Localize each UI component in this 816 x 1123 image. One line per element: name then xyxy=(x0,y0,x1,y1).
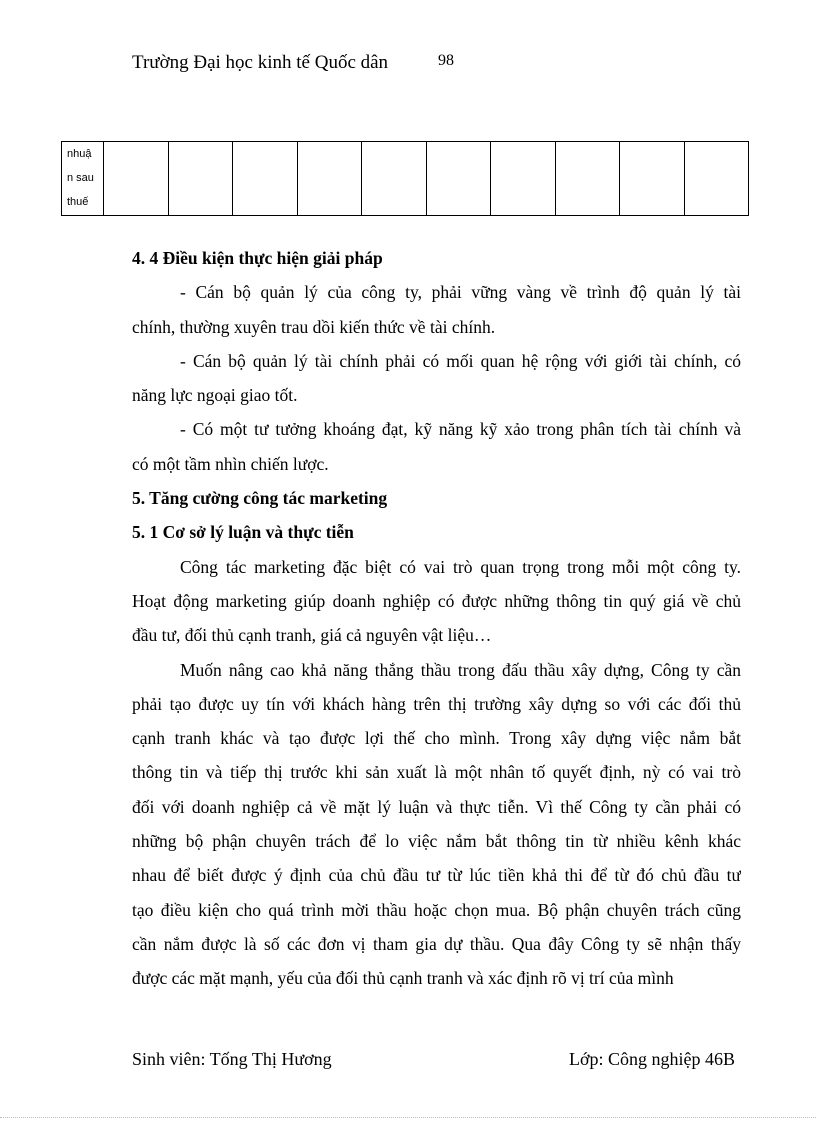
paragraph-line: có một tầm nhìn chiến lược. xyxy=(132,453,329,474)
student-name: Sinh viên: Tống Thị Hương xyxy=(132,1049,332,1069)
table-cell xyxy=(104,142,169,216)
paragraph-line: năng lực ngoại giao tốt. xyxy=(132,385,298,406)
table-cell xyxy=(684,142,749,216)
paragraph-line: những bộ phận chuyên trách để lo việc nắm bắt thông tin từ nhiều kênh khác xyxy=(132,831,741,852)
table-cell xyxy=(555,142,620,216)
paragraph-line: đối với doanh nghiệp cả về mặt lý luận và thực tiễn. Vì thế Công ty cần phải có xyxy=(132,796,741,817)
table-row xyxy=(62,142,749,216)
table-cell-line: thuế xyxy=(67,196,89,208)
paragraph-line: Hoạt động marketing giúp doanh nghiệp có được những thông tin quý giá về chủ xyxy=(132,590,741,611)
section-heading: 5. Tăng cường công tác marketing xyxy=(132,488,388,509)
paragraph-line: nhau để biết được ý định của chủ đầu tư từ lúc tiền khả thi để từ đó chủ đầu tư xyxy=(132,865,741,886)
table-cell-label xyxy=(62,142,104,216)
paragraph-line: chính, thường xuyên trau dồi kiến thức về tài chính. xyxy=(132,316,496,337)
table-cell xyxy=(297,142,362,216)
table-cell-line: n sau xyxy=(67,172,94,184)
paragraph-line: thông tin và tiếp thị trước khi sản xuất là một nhân tố quyết định, nỳ có vai trò xyxy=(132,762,741,783)
paragraph-line: được các mặt mạnh, yếu của đối thủ cạnh tranh và xác định rõ vị trí của mình xyxy=(132,968,674,989)
paragraph-line: cạnh tranh khác và tạo được lợi thế cho mình. Trong xây dựng việc nắm bắt xyxy=(132,728,741,749)
table-cell xyxy=(426,142,491,216)
class-name: Lớp: Công nghiệp 46B xyxy=(568,1049,735,1069)
table-cell-line: nhuậ xyxy=(67,148,92,160)
subsection-heading: 5. 1 Cơ sở lý luận và thực tiễn xyxy=(132,522,354,543)
paragraph-line: Công tác marketing đặc biệt có vai trò quan trọng trong mỗi một công ty. xyxy=(180,556,741,577)
page-body xyxy=(132,241,741,996)
data-table xyxy=(61,141,749,216)
paragraph-line: tạo điều kiện cho quá trình mời thầu hoặc chọn mua. Bộ phận chuyên trách cũng xyxy=(132,899,741,920)
paragraph-line: phải tạo được uy tín với khách hàng trên thị trường xây dựng so với các đối thủ xyxy=(132,693,741,714)
table-cell xyxy=(168,142,233,216)
paragraph-line: Muốn nâng cao khả năng thắng thầu trong đấu thầu xây dựng, Công ty cần xyxy=(180,659,741,680)
page-number: 98 xyxy=(438,52,454,69)
table-cell xyxy=(620,142,685,216)
paragraph-line: - Có một tư tưởng khoáng đạt, kỹ năng kỹ xảo trong phân tích tài chính và xyxy=(180,419,741,440)
school-name: Trường Đại học kinh tế Quốc dân xyxy=(132,52,389,73)
paragraph-line: đầu tư, đối thủ cạnh tranh, giá cả nguyên vật liệu… xyxy=(132,625,492,646)
table-cell xyxy=(362,142,427,216)
table-cell xyxy=(491,142,556,216)
page-bottom-divider xyxy=(0,1117,816,1118)
section-heading: 4. 4 Điều kiện thực hiện giải pháp xyxy=(132,248,383,268)
paragraph-line: - Cán bộ quản lý tài chính phải có mối quan hệ rộng với giới tài chính, có xyxy=(180,350,741,371)
page-header xyxy=(132,52,454,74)
paragraph-line: cần nắm được là số các đơn vị tham gia dự thầu. Qua đây Công ty sẽ nhận thấy xyxy=(132,933,741,954)
paragraph-line: - Cán bộ quản lý của công ty, phải vững vàng về trình độ quản lý tài xyxy=(180,282,741,303)
table-cell xyxy=(233,142,298,216)
